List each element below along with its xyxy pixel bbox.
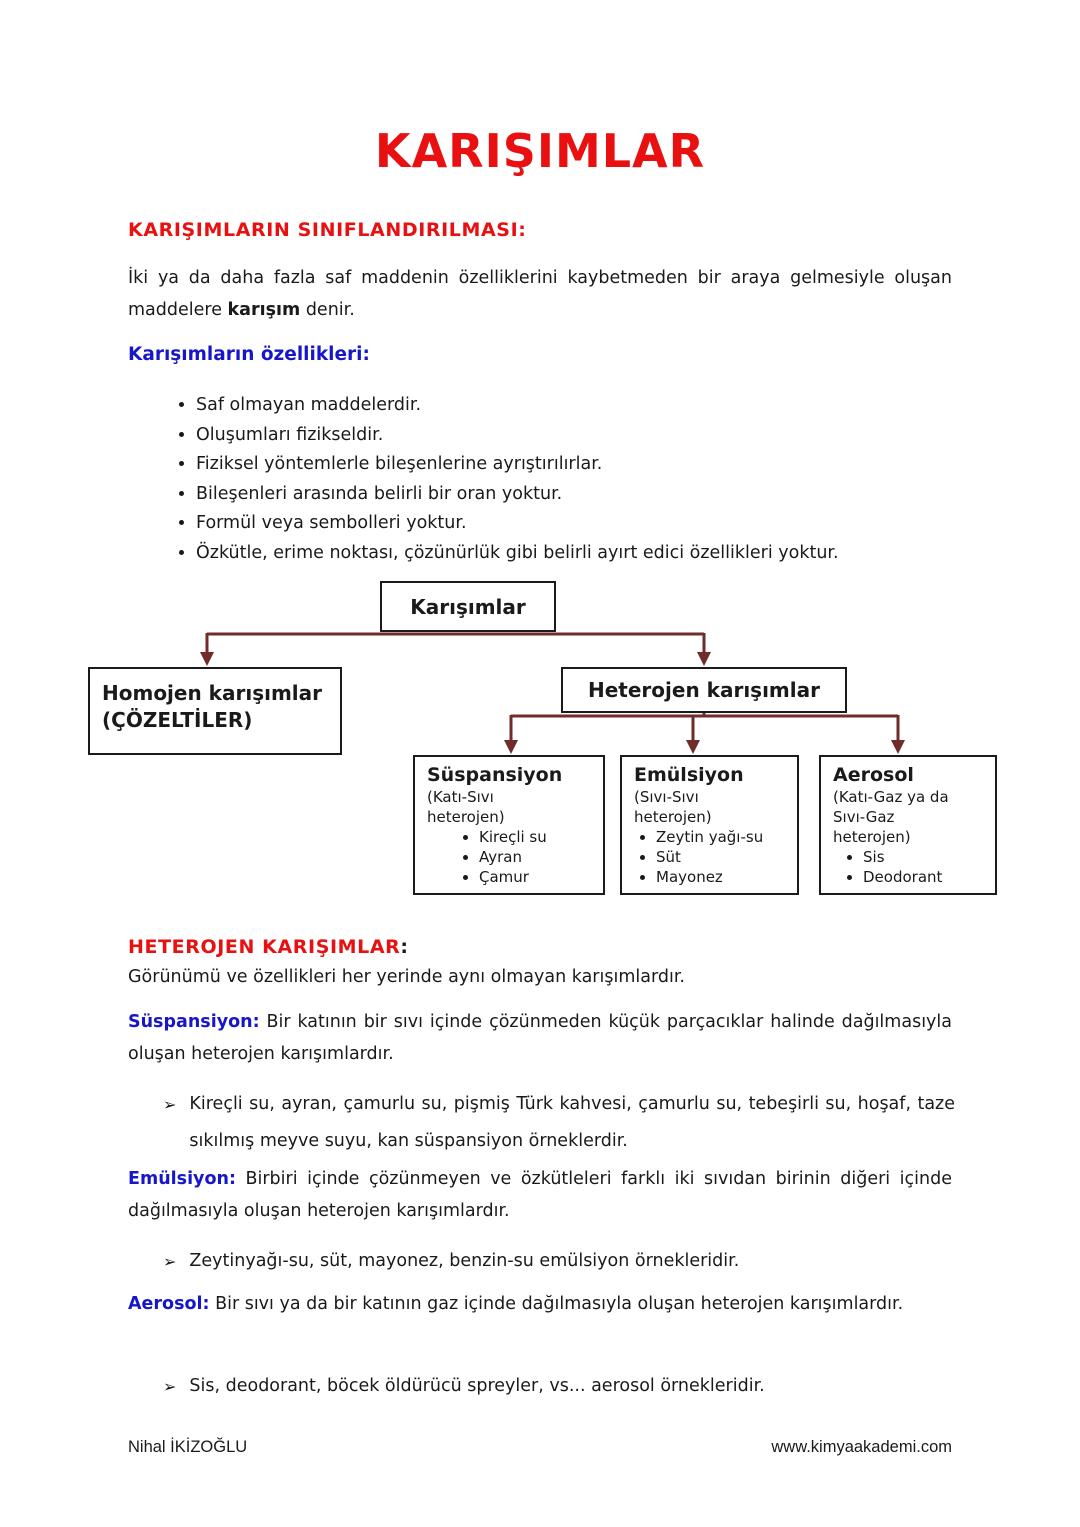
leaf-subtitle: (Katı-Sıvı [427, 788, 494, 806]
suspansiyon-label: Süspansiyon: [128, 1012, 260, 1032]
properties-heading: Karışımların özellikleri: [128, 344, 370, 365]
intro-text-post: denir. [300, 300, 355, 320]
aerosol-paragraph [128, 1288, 952, 1320]
suspansiyon-example [163, 1086, 955, 1160]
arrowhead-icon [200, 652, 214, 666]
suspansiyon-paragraph [128, 1006, 952, 1070]
classification-heading [128, 219, 526, 241]
classification-heading-colon: : [518, 219, 527, 241]
leaf-title: Emülsiyon [634, 764, 744, 786]
arrowhead-icon [504, 740, 518, 754]
emulsiyon-definition: Birbiri içinde çözünmeyen ve özkütleleri farklı iki sıvıdan birinin diğeri içinde dağılmasıyla oluşan heterojen karışımlardır. [128, 1169, 952, 1221]
leaf-items-list [427, 827, 597, 887]
suspansiyon-example-text: Kireçli su, ayran, çamurlu su, pişmiş Türk kahvesi, çamurlu su, tebeşirli su, hoşaf, taze sıkılmış meyve suyu, kan süspansiyon örneklerdir. [189, 1094, 955, 1151]
list-item: • Ayran [479, 847, 597, 867]
footer-website: www.kimyaakademi.com [771, 1438, 952, 1456]
page-footer [128, 1438, 952, 1457]
list-item: • Fiziksel yöntemlerle bileşenlerine ayrıştırılırlar. [196, 450, 960, 480]
diagram-node-emulsiyon [620, 755, 799, 895]
list-item: • Kireçli su [479, 827, 597, 847]
leaf-title: Aerosol [833, 764, 914, 786]
heterojen-description: Görünümü ve özellikleri her yerinde aynı olmayan karışımlardır. [128, 967, 685, 987]
classification-heading-text: KARIŞIMLARIN SINIFLANDIRILMASI [128, 219, 519, 241]
properties-list [160, 391, 960, 568]
diagram-node-homojen [88, 667, 342, 755]
aerosol-label: Aerosol: [128, 1294, 210, 1314]
list-item: • Oluşumları fizikseldir. [196, 421, 960, 451]
intro-text-pre: İki ya da daha fazla saf maddenin özelliklerini kaybetmeden bir araya gelmesiyle oluşan maddelere [128, 268, 952, 320]
aerosol-definition: Bir sıvı ya da bir katının gaz içinde dağılmasıyla oluşan heterojen karışımlardır. [209, 1294, 904, 1314]
leaf-subtitle: heterojen) [427, 808, 505, 826]
diagram-node-suspansiyon [413, 755, 605, 895]
leaf-subtitle: heterojen) [634, 808, 712, 826]
aerosol-example [163, 1368, 955, 1405]
intro-bold-word: karışım [227, 300, 301, 320]
heterojen-heading-colon: : [400, 936, 409, 958]
list-item: • Formül veya sembolleri yoktur. [196, 509, 960, 539]
leaf-subtitle: Sıvı-Gaz [833, 808, 895, 826]
list-item: • Sis [863, 847, 989, 867]
diagram-node-aerosol [819, 755, 997, 895]
arrow-bullet-icon: ➢ [163, 1252, 177, 1271]
emulsiyon-example [163, 1243, 955, 1280]
emulsiyon-paragraph [128, 1163, 952, 1227]
list-item: • Bileşenleri arasında belirli bir oran yoktur. [196, 480, 960, 510]
footer-author: Nihal İKİZOĞLU [128, 1438, 248, 1456]
list-item: • Süt [656, 847, 791, 867]
homojen-label-line1: Homojen karışımlar [102, 681, 323, 705]
list-item: • Çamur [479, 867, 597, 887]
homojen-label-line2: (ÇÖZELTİLER) [102, 708, 253, 732]
intro-paragraph [128, 262, 952, 326]
arrowhead-icon [697, 652, 711, 666]
heterojen-heading [128, 936, 409, 958]
arrow-bullet-icon: ➢ [163, 1377, 177, 1396]
diagram-node-karisimlar: Karışımlar [380, 581, 556, 632]
emulsiyon-example-text: Zeytinyağı-su, süt, mayonez, benzin-su emülsiyon örnekleridir. [189, 1251, 740, 1271]
leaf-subtitle: (Sıvı-Sıvı [634, 788, 699, 806]
emulsiyon-label: Emülsiyon: [128, 1169, 236, 1189]
list-item: • Zeytin yağı-su [656, 827, 791, 847]
leaf-subtitle: heterojen) [833, 828, 911, 846]
aerosol-example-text: Sis, deodorant, böcek öldürücü spreyler, vs... aerosol örnekleridir. [189, 1376, 765, 1396]
arrowhead-icon [686, 740, 700, 754]
suspansiyon-definition: Bir katının bir sıvı içinde çözünmeden küçük parçacıklar halinde dağılmasıyla oluşan heterojen karışımlardır. [128, 1012, 952, 1064]
page-title: KARIŞIMLAR [374, 124, 706, 178]
list-item: • Deodorant [863, 867, 989, 887]
leaf-subtitle: (Katı-Gaz ya da [833, 788, 949, 806]
diagram-node-heterojen: Heterojen karışımlar [561, 667, 847, 713]
list-item: • Saf olmayan maddelerdir. [196, 391, 960, 421]
leaf-items-list [634, 827, 791, 887]
leaf-items-list [833, 847, 989, 887]
list-item: • Özkütle, erime noktası, çözünürlük gibi belirli ayırt edici özellikleri yoktur. [196, 539, 960, 569]
heterojen-heading-text: HETEROJEN KARIŞIMLAR [128, 936, 401, 958]
list-item: • Mayonez [656, 867, 791, 887]
leaf-title: Süspansiyon [427, 764, 563, 786]
arrowhead-icon [891, 740, 905, 754]
arrow-bullet-icon: ➢ [163, 1095, 177, 1114]
